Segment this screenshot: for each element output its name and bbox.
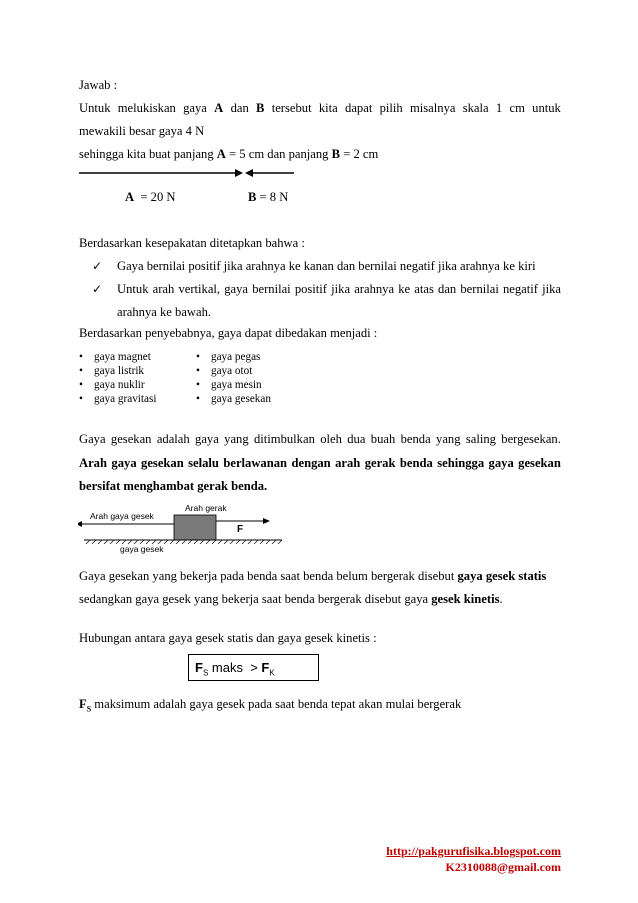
friction-direction-label: Arah gaya gesek <box>90 511 154 521</box>
word: cm <box>509 101 525 115</box>
formula-box <box>188 654 319 681</box>
word: jika <box>542 282 561 296</box>
vector-arrows <box>77 166 297 180</box>
block <box>174 515 216 540</box>
text: = 5 cm dan panjang <box>225 147 332 161</box>
word: yang <box>224 432 249 446</box>
formula-fs-sub: S <box>202 668 209 678</box>
paragraph-scale-line-3 <box>79 147 561 162</box>
static-friction-term: gaya gesek statis <box>457 569 547 583</box>
friction-definition-line-3: bersifat menghambat gerak benda. <box>79 479 268 493</box>
text: sehingga kita buat panjang <box>79 147 217 161</box>
letter-a: A <box>216 147 226 161</box>
paragraph-scale-line-1 <box>79 101 561 116</box>
formula-fs: F <box>195 660 203 675</box>
word: gerak <box>364 456 396 470</box>
word: gesekan <box>110 432 152 446</box>
word: 1 <box>495 101 503 115</box>
word: arah <box>152 282 175 296</box>
word: gesekan <box>141 456 184 470</box>
force-label: F <box>237 524 244 535</box>
friction-arrow-head <box>78 521 82 527</box>
word: gesekan <box>518 456 561 470</box>
word: bernilai <box>460 282 499 296</box>
word: dan <box>438 282 457 296</box>
word: ditimbulkan <box>254 432 315 446</box>
checkmark-icon: ✓ <box>92 282 103 296</box>
formula-fk-sub: K <box>269 668 275 678</box>
word: adalah <box>156 432 190 446</box>
letter-b: B <box>331 147 341 161</box>
word: benda <box>399 456 433 470</box>
friction-definition-line-1 <box>79 432 561 447</box>
convention-item-2-continued: arahnya ke bawah. <box>117 305 212 319</box>
word: untuk <box>532 101 561 115</box>
checkmark-icon: ✓ <box>92 259 103 273</box>
word: jika <box>331 282 351 296</box>
vector-b-value: = 8 N <box>256 190 289 204</box>
word: Arah <box>79 456 107 470</box>
word: Untuk <box>117 282 149 296</box>
word: gaya <box>224 282 249 296</box>
text: sedangkan gaya gesek yang bekerja saat benda bergerak disebut gaya <box>79 592 432 606</box>
word: bernilai <box>252 282 291 296</box>
cause-intro: Berdasarkan penyebabnya, gaya dapat dibedakan menjadi : <box>79 326 378 340</box>
word: sehingga <box>437 456 485 470</box>
word: dengan <box>291 456 331 470</box>
fs-subscript: S <box>86 704 92 714</box>
text: = 2 cm <box>340 147 379 161</box>
text: . <box>499 592 503 606</box>
vector-a-label <box>125 190 176 205</box>
answer-label: Jawab : <box>79 78 118 92</box>
friction-label: gaya gesek <box>120 544 164 554</box>
kinetic-friction-line <box>79 592 561 607</box>
word: Gaya <box>79 432 106 446</box>
convention-item-2 <box>117 282 561 297</box>
vector-b-arrowhead <box>245 169 253 177</box>
ground-hatch <box>86 540 282 544</box>
text: maksimum adalah gaya gesek pada saat benda tepat akan mulai bergerak <box>91 697 462 711</box>
word: arahnya <box>354 282 395 296</box>
force-type-text: gaya listrik <box>94 365 145 377</box>
word: positif <box>294 282 327 296</box>
vector-b-label <box>248 190 288 205</box>
formula-maks: maks > <box>208 660 262 675</box>
word: misalnya <box>409 101 456 115</box>
word: bergesekan. <box>501 432 561 446</box>
word: gaya <box>488 456 514 470</box>
word: gaya <box>195 432 219 446</box>
formula <box>195 660 275 678</box>
word: A <box>214 101 224 115</box>
friction-definition-line-2 <box>79 456 561 471</box>
word: buah <box>370 432 396 446</box>
motion-direction-label: Arah gerak <box>185 503 227 513</box>
word: benda <box>400 432 431 446</box>
static-friction-line <box>79 569 561 584</box>
word: dua <box>347 432 366 446</box>
formula-fk: F <box>261 660 270 675</box>
force-type-text: gaya otot <box>211 365 253 377</box>
word: kita <box>318 101 338 115</box>
word: gaya <box>111 456 137 470</box>
word: vertikal, <box>178 282 221 296</box>
force-type-text: gaya magnet <box>94 351 151 363</box>
word: Untuk <box>79 101 111 115</box>
fs-max-line <box>79 697 561 714</box>
convention-item-1: Gaya bernilai positif jika arahnya ke kanan dan bernilai negatif jika arahnya ke kiri <box>117 259 536 273</box>
relation-intro: Hubungan antara gaya gesek statis dan gaya gesek kinetis : <box>79 631 377 645</box>
footer-email[interactable]: K2310088@gmail.com <box>445 860 561 874</box>
word: selalu <box>188 456 219 470</box>
word: negatif <box>502 282 538 296</box>
force-type-text: gaya mesin <box>211 379 262 391</box>
text: Gaya gesekan yang bekerja pada benda saat benda belum bergerak disebut <box>79 569 458 583</box>
force-type-text: gaya gesekan <box>211 393 271 405</box>
vector-a-arrowhead <box>235 169 243 177</box>
word: yang <box>436 432 461 446</box>
paragraph-scale-line-2: mewakili besar gaya 4 N <box>79 124 205 138</box>
word: saling <box>465 432 496 446</box>
kinetic-friction-term: gesek kinetis <box>431 592 500 606</box>
friction-diagram <box>78 500 290 558</box>
vector-a-value: = 20 N <box>134 190 176 204</box>
word: dan <box>230 101 249 115</box>
word: melukiskan <box>117 101 176 115</box>
word: berlawanan <box>223 456 288 470</box>
force-type-text: gaya pegas <box>211 351 261 363</box>
word: pilih <box>379 101 403 115</box>
word: oleh <box>320 432 342 446</box>
word: ke <box>398 282 411 296</box>
word: gaya <box>183 101 207 115</box>
force-type-text: gaya gravitasi <box>94 393 157 405</box>
word: tersebut <box>271 101 312 115</box>
vector-a-letter: A <box>125 190 135 204</box>
word: B <box>256 101 265 115</box>
word: arah <box>335 456 361 470</box>
word: dapat <box>345 101 373 115</box>
vector-b-letter: B <box>248 190 257 204</box>
convention-intro: Berdasarkan kesepakatan ditetapkan bahwa : <box>79 236 305 250</box>
fs-symbol: F <box>79 697 87 711</box>
force-type-text: gaya nuklir <box>94 379 145 391</box>
force-arrow-head <box>263 518 270 524</box>
word: atas <box>414 282 434 296</box>
footer-url-link[interactable]: http://pakgurufisika.blogspot.com <box>386 844 561 858</box>
word: skala <box>462 101 489 115</box>
